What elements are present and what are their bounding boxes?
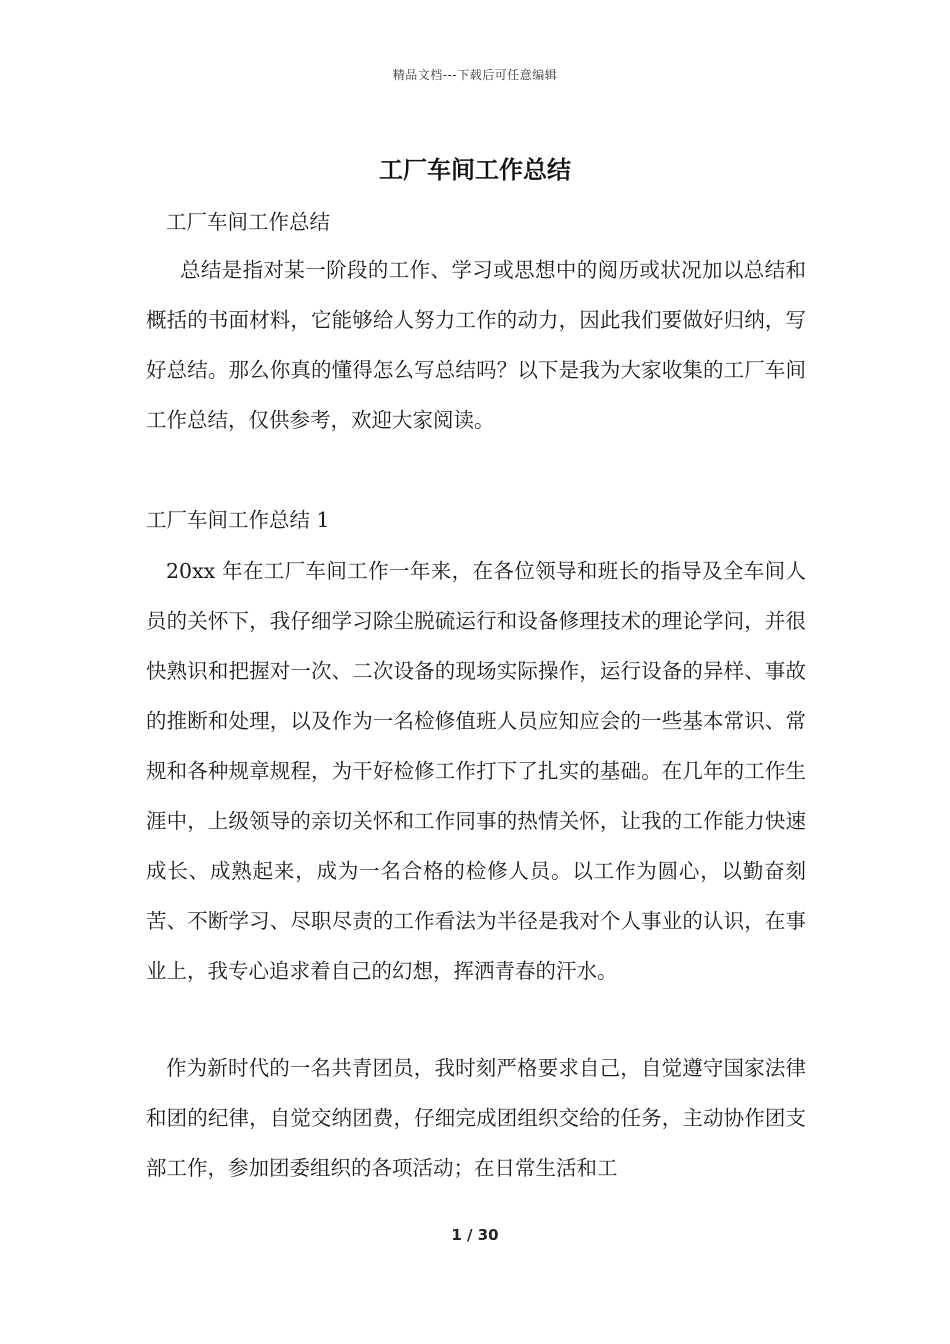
document-subtitle: 工厂车间工作总结: [166, 210, 330, 234]
section-heading: 工厂车间工作总结 1: [146, 508, 330, 532]
header-note: 精品文档---下载后可任意编辑: [392, 68, 558, 82]
document-title: 工厂车间工作总结: [379, 156, 571, 184]
body-paragraph: 作为新时代的一名共青团员，我时刻严格要求自己，自觉遵守国家法律和团的纪律，自觉交纳团费，仔细完成团组织交给的任务，主动协作团支部工作，参加团委组织的各项活动；在日常生活和工: [146, 1056, 806, 1180]
body-paragraph: 20xx 年在工厂车间工作一年来，在各位领导和班长的指导及全车间人员的关怀下，我仔细学习除尘脱硫运行和设备修理技术的理论学问，并很快熟识和把握对一次、二次设备的现场实际操作，运行设备的异样、事故的推断和处理，以及作为一名检修值班人员应知应会的一些基本常识、常规和各种规章规程，为干好检修工作打下了扎实的基础。在几年的工作生涯中，上级领导的亲切关怀和工作同事的热情关怀，让我的工作能力快速成长、成熟起来，成为一名合格的检修人员。以工作为圆心，以勤奋刻苦、不断学习、尽职尽责的工作看法为半径是我对个人事业的认识，在事业上，我专心追求着自己的幻想，挥洒青春的汗水。: [146, 559, 806, 983]
page-number: 1 / 30: [451, 1226, 499, 1244]
intro-paragraph: 总结是指对某一阶段的工作、学习或思想中的阅历或状况加以总结和概括的书面材料，它能够给人努力工作的动力，因此我们要做好归纳，写好总结。那么你真的懂得怎么写总结吗？以下是我为大家收集的工厂车间工作总结，仅供参考，欢迎大家阅读。: [146, 258, 806, 432]
